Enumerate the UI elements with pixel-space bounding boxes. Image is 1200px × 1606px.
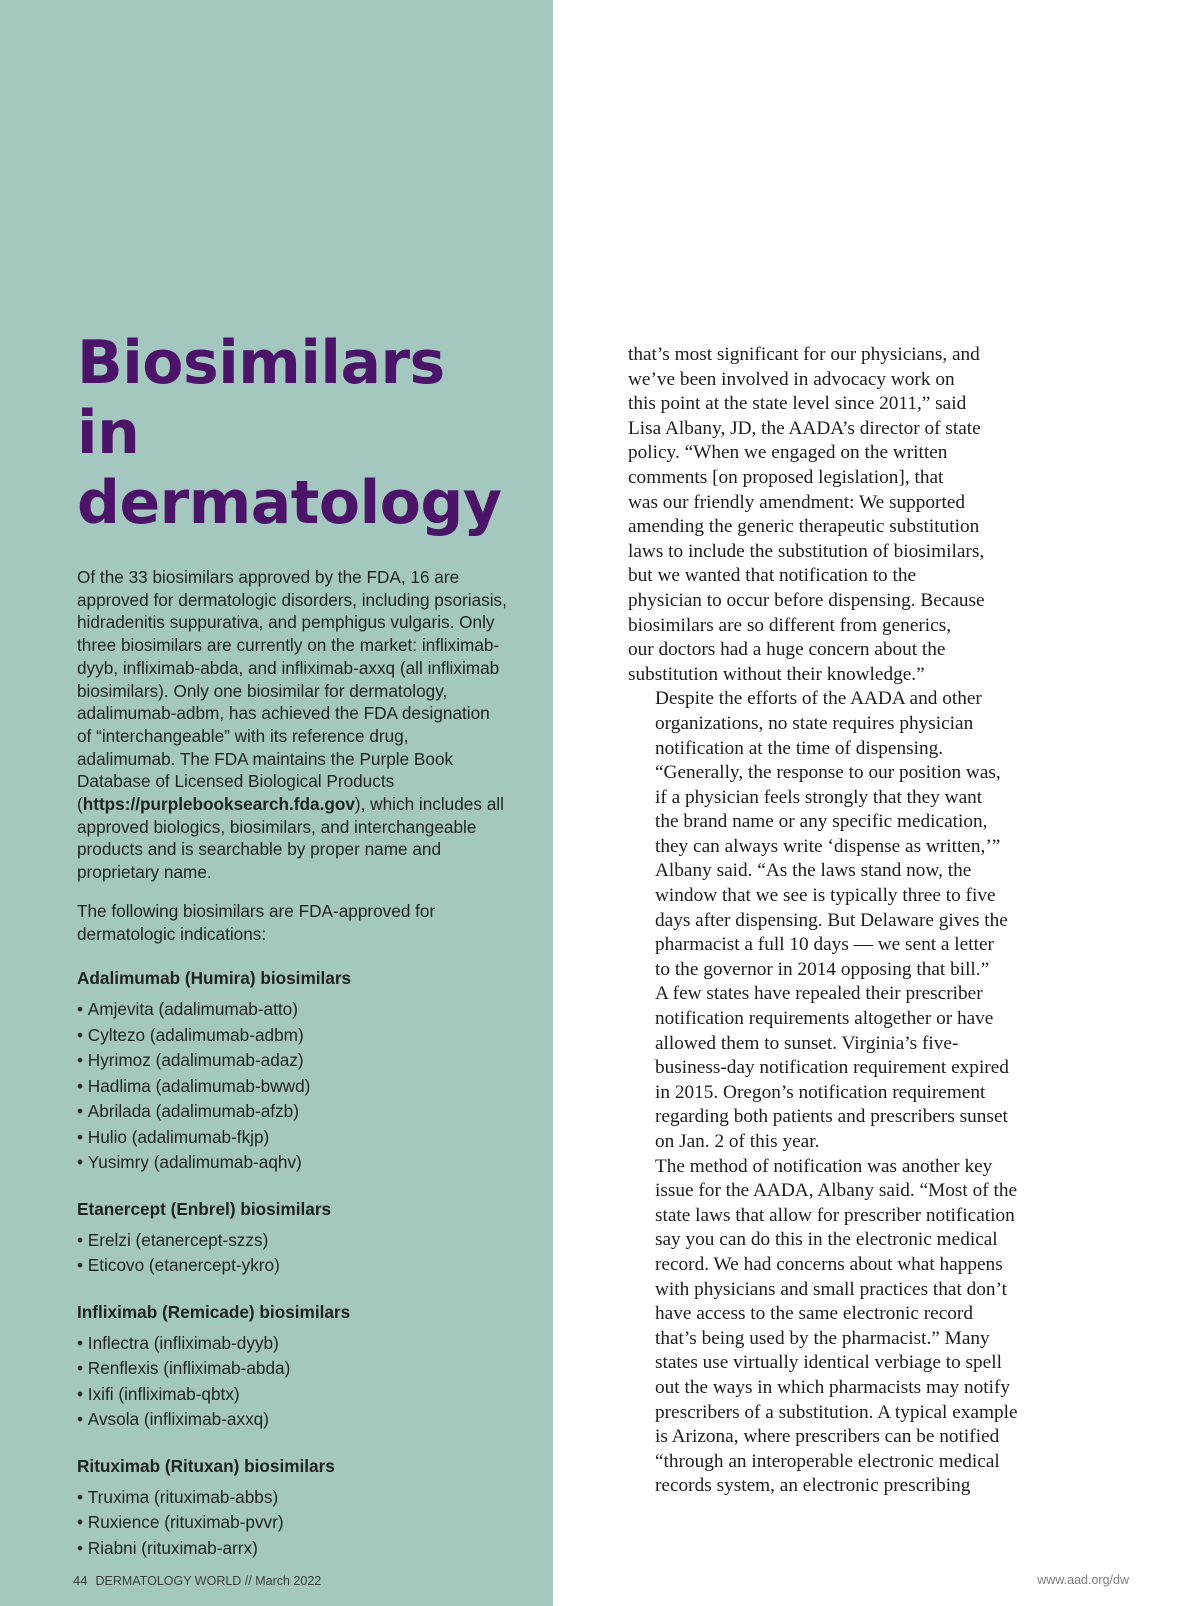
article-line: prescribers of a substitution. A typical example (655, 1401, 1018, 1423)
article-line: issue for the AADA, Albany said. “Most of the (655, 1180, 1018, 1202)
article-paragraph (628, 343, 1038, 687)
article-line: “Generally, the response to our position was, (655, 762, 1001, 784)
biosimilar-item: • Amjevita (adalimumab-atto) (77, 997, 507, 1023)
article-line: biosimilars are so different from generics, (628, 614, 952, 636)
biosimilar-item: • Riabni (rituximab-arrx) (77, 1536, 507, 1562)
article-line: states use virtually identical verbiage to spell (655, 1352, 1002, 1374)
page-number: 44 (73, 1573, 88, 1588)
article-line: the brand name or any specific medication, (655, 811, 988, 833)
article-line: Lisa Albany, JD, the AADA’s director of state (628, 417, 981, 439)
biosimilar-item: • Hadlima (adalimumab-bwwd) (77, 1074, 507, 1100)
intro-text-start: Of the 33 biosimilars approved by the FDA, 16 are approved for dermatologic disorders, including psoriasis, hidradenitis suppurativa, and pemphigus vulgaris. Only three biosimilars are currently on the market: infliximab-dyyb, infliximab-abda, and infliximab-axxq (all infliximab biosimilars). Only one biosimilar for dermatology, adalimumab-adbm, has achieved the FDA designation of “interchangeable” with its reference drug, adalimumab. The FDA maintains the Purple Book Database of Licensed Biological Products ( (77, 567, 507, 815)
article-line: “through an interoperable electronic medical (655, 1450, 1000, 1472)
biosimilar-item: • Cyltezo (adalimumab-adbm) (77, 1023, 507, 1049)
article-line: amending the generic therapeutic substitution (628, 516, 980, 538)
article-line: days after dispensing. But Delaware gives the (655, 909, 1008, 931)
biosimilar-list (77, 997, 507, 1176)
article-column (628, 343, 1038, 1499)
article-line: substitution without their knowledge.” (628, 663, 925, 685)
article-line: to the governor in 2014 opposing that bill.” (655, 958, 990, 980)
group-heading: Etanercept (Enbrel) biosimilars (77, 1198, 332, 1219)
group-heading: Adalimumab (Humira) biosimilars (77, 968, 352, 989)
article-line: comments [on proposed legislation], that (628, 466, 944, 488)
biosimilar-item: • Ruxience (rituximab-pvvr) (77, 1510, 507, 1536)
article-line: window that we see is typically three to five (655, 885, 996, 907)
article-line: regarding both patients and prescribers sunset (655, 1106, 1008, 1128)
article-line: policy. “When we engaged on the written (628, 442, 948, 464)
publication-name: DERMATOLOGY WORLD // March 2022 (95, 1574, 322, 1588)
list-lead-paragraph: The following biosimilars are FDA-approved for dermatologic indications: (77, 900, 436, 944)
article-line: in 2015. Oregon’s notification requirement (655, 1081, 986, 1103)
biosimilar-item: • Erelzi (etanercept-szzs) (77, 1228, 507, 1254)
title-line-1: Biosimilars in (77, 328, 445, 468)
article-line: have access to the same electronic record (655, 1303, 973, 1325)
article-line: if a physician feels strongly that they want (655, 786, 983, 808)
article-line: physician to occur before dispensing. Because (628, 589, 985, 611)
website-url[interactable]: www.aad.org/dw (1037, 1573, 1129, 1587)
article-line: laws to include the substitution of biosimilars, (628, 540, 985, 562)
biosimilar-item: • Eticovo (etanercept-ykro) (77, 1253, 507, 1279)
article-line: Despite the efforts of the AADA and other (655, 688, 982, 710)
article-line: organizations, no state requires physician (655, 712, 974, 734)
group-heading: Infliximab (Remicade) biosimilars (77, 1301, 351, 1322)
biosimilar-list (77, 1228, 507, 1279)
purple-book-link[interactable]: https://purplebooksearch.fda.gov (82, 794, 355, 815)
article-line: say you can do this in the electronic medical (655, 1229, 998, 1251)
biosimilar-item: • Ixifi (infliximab-qbtx) (77, 1382, 507, 1408)
article-line: this point at the state level since 2011,” said (628, 393, 967, 415)
article-line: A few states have repealed their prescriber (655, 983, 983, 1005)
biosimilar-item: • Abrilada (adalimumab-afzb) (77, 1099, 507, 1125)
biosimilar-item: • Hyrimoz (adalimumab-adaz) (77, 1048, 507, 1074)
biosimilar-item: • Truxima (rituximab-abbs) (77, 1485, 507, 1511)
article-line: on Jan. 2 of this year. (655, 1131, 820, 1152)
intro-text-end: ), which includes all approved biologics, biosimilars, and interchangeable products and is searchable by proper name and proprietary name. (77, 794, 504, 883)
biosimilar-groups (77, 967, 507, 1561)
group-heading: Rituximab (Rituxan) biosimilars (77, 1455, 335, 1476)
biosimilar-item: • Hulio (adalimumab-fkjp) (77, 1125, 507, 1151)
article-line: that’s most significant for our physicians, and (628, 344, 980, 365)
article-line: Albany said. “As the laws stand now, the (655, 860, 972, 882)
biosimilar-item: • Renflexis (infliximab-abda) (77, 1356, 507, 1382)
article-paragraph (628, 687, 1038, 1154)
page-title (77, 328, 507, 538)
article-line: records system, an electronic prescribing (655, 1475, 971, 1497)
article-line: out the ways in which pharmacists may notify (655, 1376, 1011, 1398)
biosimilar-item: • Avsola (infliximab-axxq) (77, 1407, 507, 1433)
title-line-2: dermatology (77, 468, 502, 538)
biosimilar-list (77, 1331, 507, 1433)
article-line: notification requirements altogether or have (655, 1008, 994, 1030)
article-line: is Arizona, where prescribers can be notified (655, 1426, 1000, 1448)
article-line: state laws that allow for prescriber notification (655, 1204, 1015, 1226)
article-line: we’ve been involved in advocacy work on (628, 368, 955, 390)
article-line: pharmacist a full 10 days — we sent a letter (655, 934, 994, 956)
biosimilar-item: • Inflectra (infliximab-dyyb) (77, 1331, 507, 1357)
intro-paragraph (77, 566, 507, 884)
biosimilar-item: • Yusimry (adalimumab-aqhv) (77, 1150, 507, 1176)
biosimilar-list (77, 1485, 507, 1562)
article-line: was our friendly amendment: We supported (628, 491, 966, 513)
article-line: our doctors had a huge concern about the (628, 639, 946, 661)
article-line: allowed them to sunset. Virginia’s five- (655, 1032, 959, 1054)
article-paragraph (628, 1155, 1038, 1499)
footer-folio (73, 1573, 321, 1588)
article-line: The method of notification was another key (655, 1155, 993, 1177)
article-line: record. We had concerns about what happens (655, 1253, 1003, 1275)
article-line: business-day notification requirement expired (655, 1057, 1009, 1079)
article-line: they can always write ‘dispense as written,’” (655, 835, 1001, 857)
article-line: with physicians and small practices that don’t (655, 1278, 1007, 1300)
sidebar-panel (0, 0, 553, 1606)
article-line: notification at the time of dispensing. (655, 737, 944, 759)
article-line: that’s being used by the pharmacist.” Many (655, 1327, 990, 1349)
sidebar-content (77, 328, 507, 1561)
article-line: but we wanted that notification to the (628, 565, 917, 587)
